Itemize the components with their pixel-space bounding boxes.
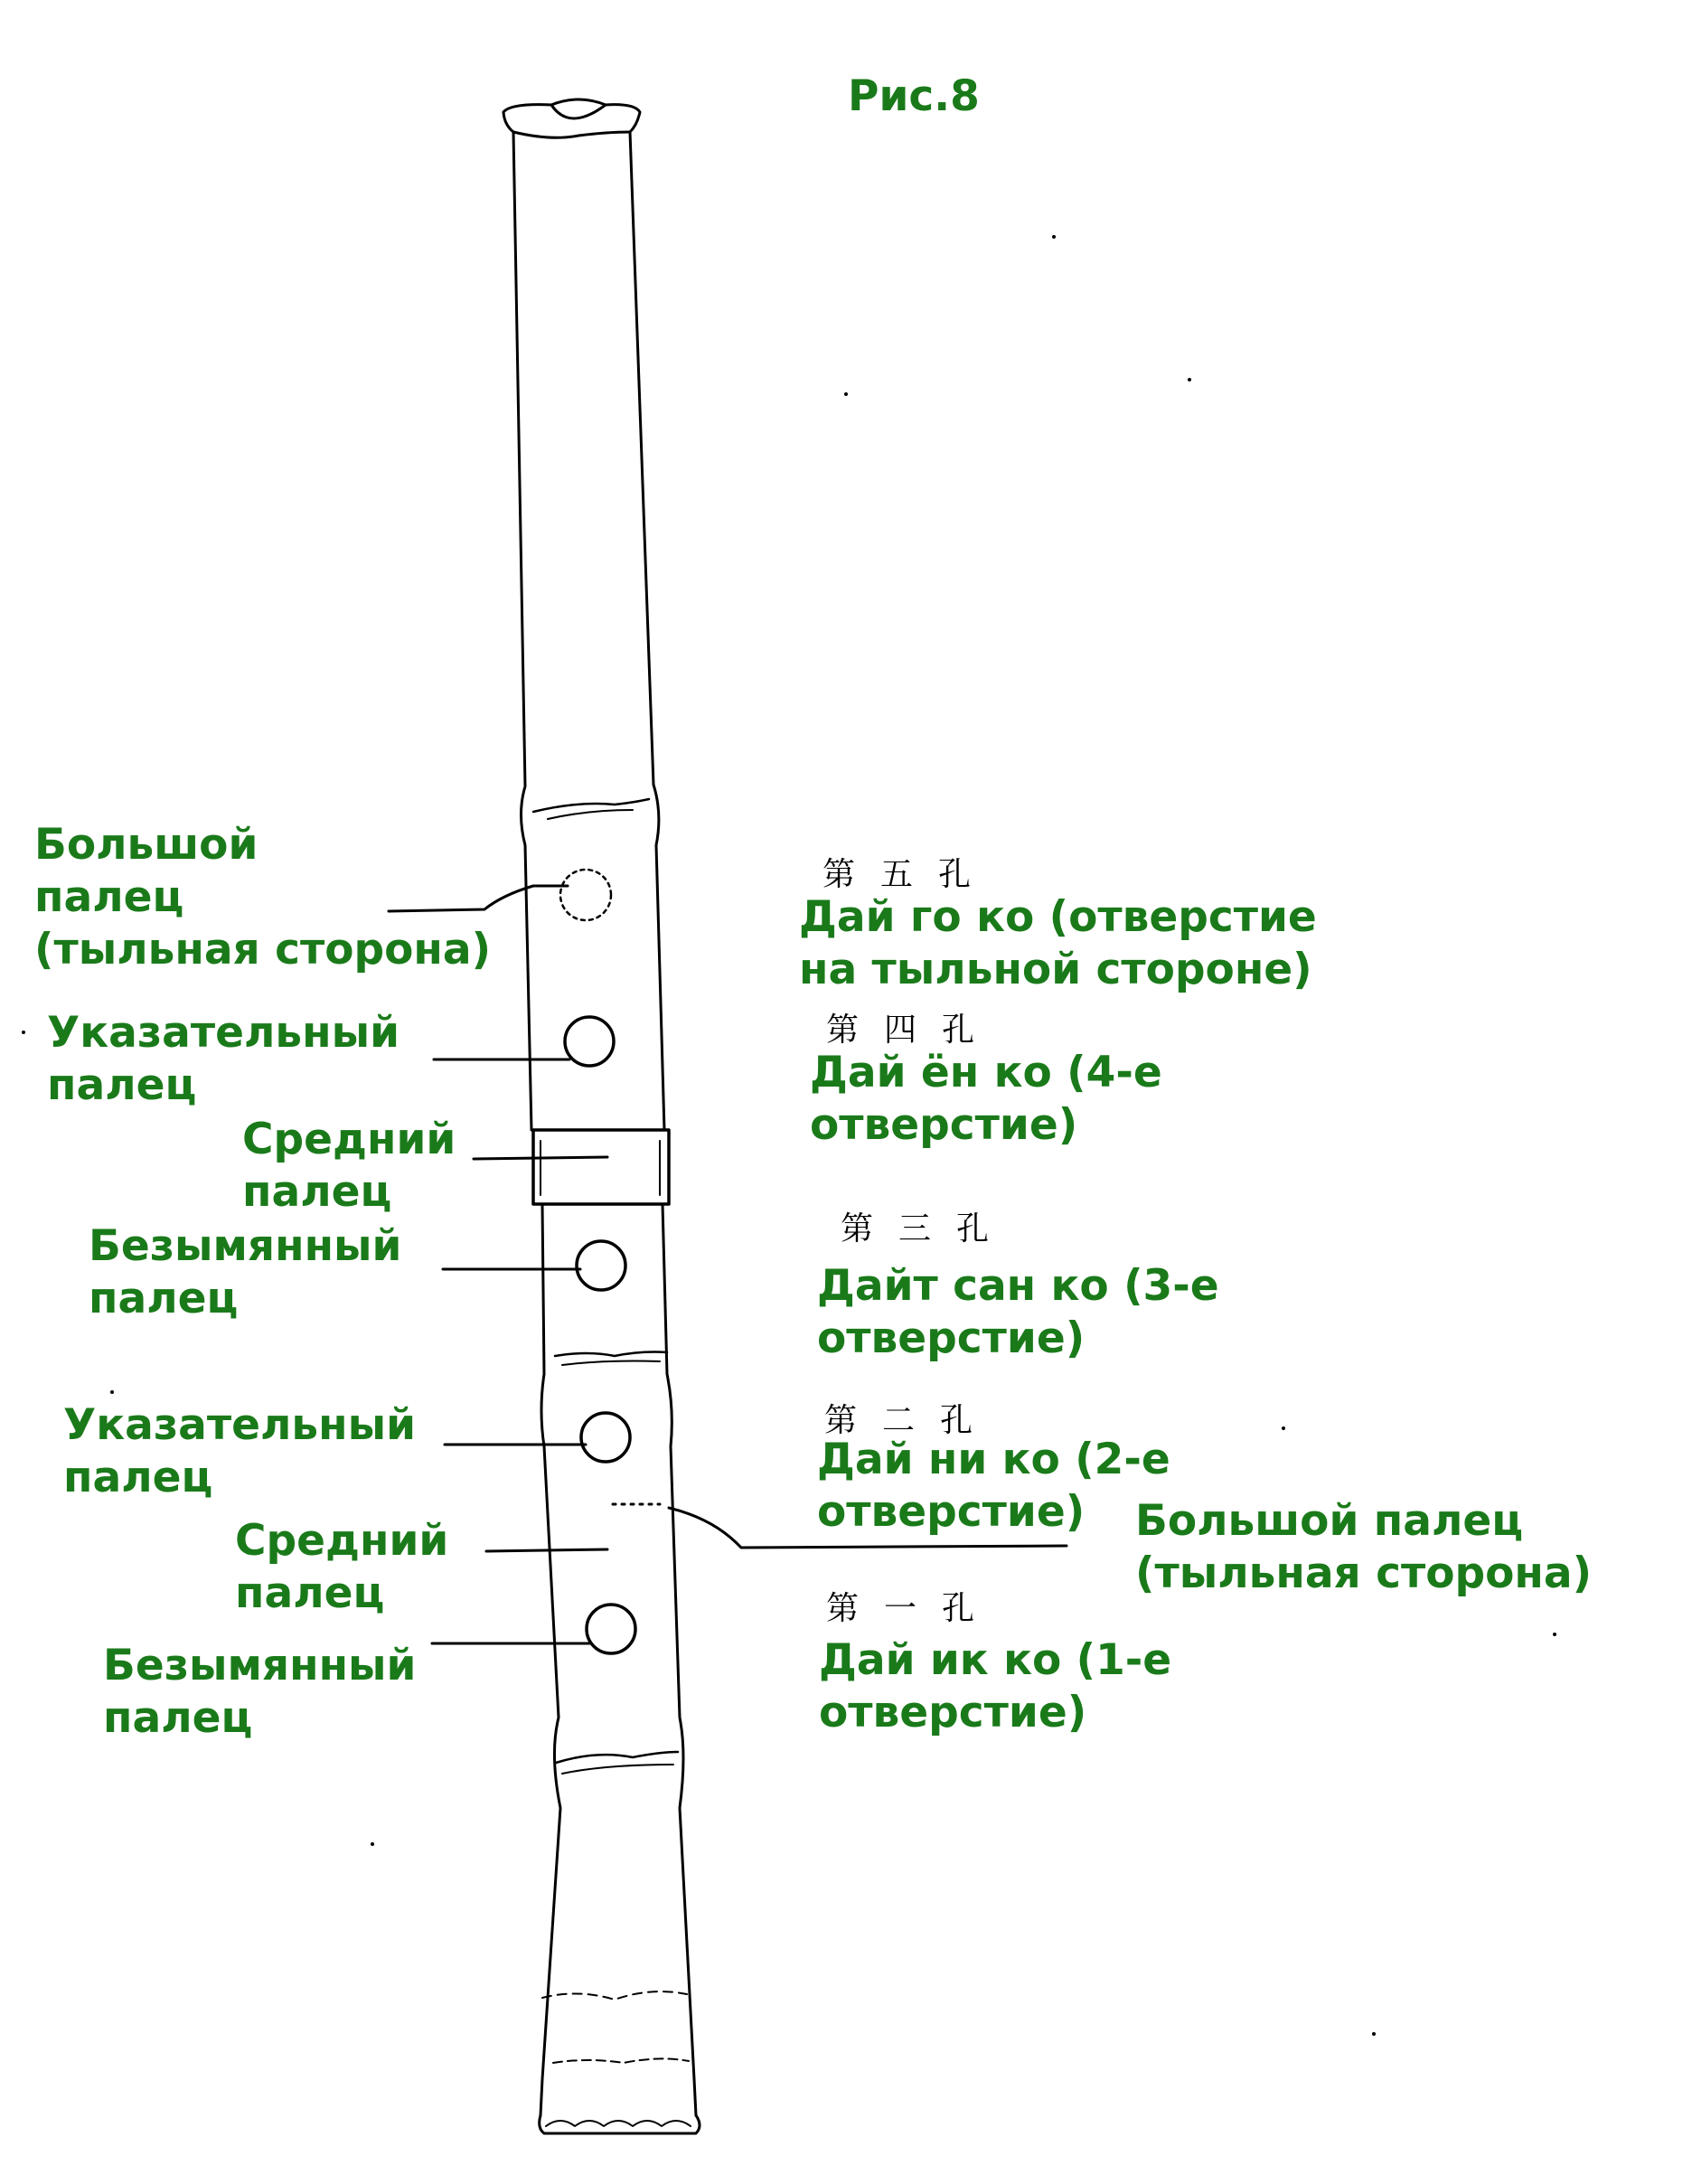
flute-mouthpiece [503,99,640,132]
label-hole-1 [819,1634,1171,1739]
kanji-hole-5: 第五孔 [822,856,997,893]
flute-body-left-edge [513,132,531,1130]
flute-bottom-end [540,2115,700,2133]
label-line: Средний [235,1516,449,1566]
label-line: Безымянный [89,1221,402,1271]
label-line: Дай ни ко (2-е [817,1435,1170,1484]
leader-middle-lower [486,1549,607,1551]
label-line: Указательный [63,1400,417,1450]
label-line: Дай ён ко (4-е [810,1048,1162,1097]
label-line: Указательный [47,1008,400,1058]
flute-body-right-edge [630,132,664,1130]
flute-lower-left-edge [540,1204,560,2115]
hole-3 [577,1241,625,1290]
label-index-finger-upper [47,1007,400,1112]
label-line: палец [235,1568,385,1618]
label-line: Дай ик ко (1-е [819,1635,1172,1685]
label-line: (тыльная сторона) [34,925,492,974]
hole-1 [587,1605,635,1653]
label-line: палец [242,1167,392,1217]
label-index-finger-lower [63,1399,416,1504]
label-hole-3 [817,1260,1219,1365]
label-thumb-back-lower [1135,1495,1592,1600]
label-line: на тыльной стороне) [799,945,1312,994]
bamboo-node-3 [556,1752,678,1763]
label-line: Большой [34,820,258,870]
label-line: отверстие) [810,1100,1078,1150]
label-line: палец [63,1453,213,1502]
label-hole-4 [810,1047,1162,1152]
label-line: Большой палец [1135,1496,1524,1546]
leader-middle-upper [474,1157,607,1159]
figure-label: Рис.8 [848,71,980,121]
flute-lower-right-edge [663,1204,696,2115]
label-line: отверстие) [819,1688,1087,1737]
label-line: отверстие) [817,1487,1086,1537]
hole-2 [581,1413,630,1462]
label-ring-finger-upper [89,1220,402,1325]
label-hole-5 [799,891,1317,996]
bamboo-node-4 [542,1991,687,2000]
hole-4 [565,1017,614,1066]
kanji-hole-4: 第四孔 [826,1012,1001,1049]
label-middle-finger-lower [235,1515,448,1620]
hole-5-back-dotted [560,870,611,920]
label-line: отверстие) [817,1313,1086,1363]
label-middle-finger-upper [242,1114,456,1219]
label-line: (тыльная сторона) [1135,1549,1593,1598]
label-line: палец [103,1693,253,1743]
kanji-hole-1: 第一孔 [826,1590,1001,1627]
kanji-hole-3: 第三孔 [841,1210,1015,1247]
label-line: Средний [242,1115,456,1164]
label-line: Безымянный [103,1641,417,1690]
bamboo-node-2 [555,1352,667,1357]
label-line: палец [34,872,184,922]
label-line: палец [47,1060,197,1110]
flute-binding-ring [533,1130,669,1204]
label-line: Дай го ко (отверстие [799,892,1317,942]
label-thumb-back-upper [34,819,491,976]
kanji-hole-2: 第二孔 [824,1402,999,1439]
label-hole-2 [817,1434,1170,1539]
label-line: палец [89,1274,239,1323]
label-ring-finger-lower [103,1640,417,1745]
label-line: Дайт сан ко (3-е [817,1261,1219,1311]
